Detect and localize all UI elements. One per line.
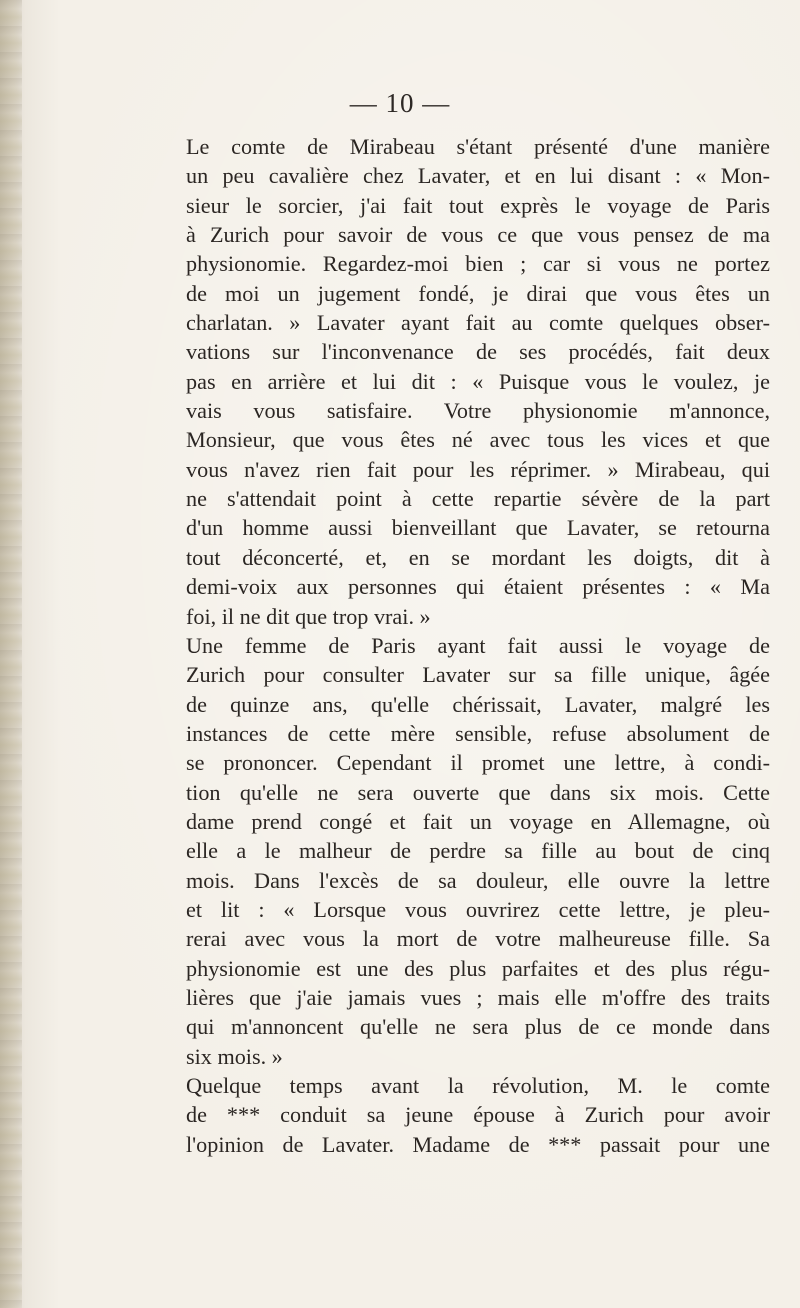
text-line: ne s'attendait point à cette repartie sévère de la part: [186, 486, 770, 512]
text-line: rerai avec vous la mort de votre malheureuse fille. Sa: [186, 926, 770, 952]
text-line: vous n'avez rien fait pour les réprimer. » Mirabeau, qui: [186, 456, 770, 482]
text-line: se prononcer. Cependant il promet une lettre, à condi-: [186, 750, 770, 776]
text-line: Le comte de Mirabeau s'étant présenté d'une manière: [186, 134, 770, 159]
text-line: vais vous satisfaire. Votre physionomie m'annonce,: [186, 398, 770, 424]
text-line: physionomie. Regardez-moi bien ; car si vous ne portez: [186, 251, 770, 277]
text-line: mois. Dans l'excès de sa douleur, elle ouvre la lettre: [186, 867, 770, 893]
text-line: lières que j'aie jamais vues ; mais elle m'offre des traits: [186, 984, 770, 1010]
text-line: instances de cette mère sensible, refuse absolument de: [186, 720, 770, 746]
text-line: et lit : « Lorsque vous ouvrirez cette lettre, je pleu-: [186, 896, 770, 922]
text-line: Zurich pour consulter Lavater sur sa fille unique, âgée: [186, 662, 770, 688]
text-line: tout déconcerté, et, en se mordant les doigts, dit à: [186, 544, 770, 570]
text-line: elle a le malheur de perdre sa fille au bout de cinq: [186, 838, 770, 864]
text-line: de *** conduit sa jeune épouse à Zurich pour avoir: [186, 1102, 770, 1128]
text-line: Monsieur, que vous êtes né avec tous les vices et que: [186, 427, 770, 453]
page-number: — 10 —: [349, 88, 451, 118]
text-line: de quinze ans, qu'elle chérissait, Lavater, malgré les: [186, 691, 770, 717]
text-line: dame prend congé et fait un voyage en Allemagne, où: [186, 808, 770, 834]
text-line: Quelque temps avant la révolution, M. le comte: [186, 1073, 770, 1098]
text-line: foi, il ne dit que trop vrai. »: [186, 603, 431, 629]
text-line: d'un homme aussi bienveillant que Lavater, se retourna: [186, 515, 770, 541]
text-line: pas en arrière et lui dit : « Puisque vous le voulez, je: [186, 368, 770, 394]
text-line: l'opinion de Lavater. Madame de *** passait pour une: [186, 1131, 770, 1157]
text-line: qui m'annoncent qu'elle ne sera plus de ce monde dans: [186, 1014, 770, 1040]
text-line: tion qu'elle ne sera ouverte que dans six mois. Cette: [186, 779, 770, 805]
text-line: de moi un jugement fondé, je dirai que vous êtes un: [186, 280, 770, 306]
text-line: Une femme de Paris ayant fait aussi le voyage de: [186, 632, 770, 658]
text-line: charlatan. » Lavater ayant fait au comte quelques obser-: [186, 310, 770, 336]
binding-edge: [0, 0, 22, 1308]
text-line: physionomie est une des plus parfaites et des plus régu-: [186, 955, 770, 981]
text-line: vations sur l'inconvenance de ses procédés, fait deux: [186, 339, 770, 365]
text-line: sieur le sorcier, j'ai fait tout exprès le voyage de Paris: [186, 192, 770, 218]
text-line: un peu cavalière chez Lavater, et en lui disant : « Mon-: [186, 163, 770, 189]
text-line: à Zurich pour savoir de vous ce que vous pensez de ma: [186, 222, 770, 248]
text-line: six mois. »: [186, 1043, 283, 1069]
body-text: [186, 132, 770, 1159]
text-line: demi-voix aux personnes qui étaient présentes : « Ma: [186, 574, 770, 600]
